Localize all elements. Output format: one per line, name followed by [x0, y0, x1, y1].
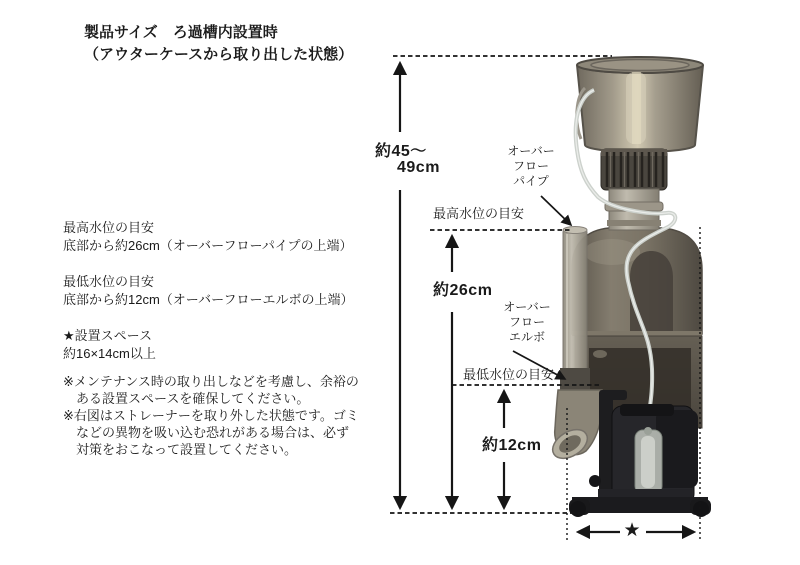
caution-line: 対策をおこなって設置してください。 — [76, 442, 298, 457]
overflow-elbow — [548, 390, 603, 464]
note-min-water — [63, 273, 354, 309]
title-line-2: （アウターケースから取り出した状態） — [84, 46, 354, 63]
caution-line: ※右図はストレーナーを取り外した状態です。ゴミ — [63, 408, 359, 423]
caution-line: などの異物を吸い込む恐れがある場合は、必ず — [76, 425, 350, 440]
caution-notes — [63, 373, 359, 458]
dim-min-level-height: 約12cm — [482, 437, 542, 454]
note-install-space-heading: ★設置スペース — [63, 328, 153, 343]
note-install-space — [63, 327, 156, 363]
min-level-line-label: 最低水位の目安 — [463, 367, 555, 382]
skimmer-photo — [548, 57, 711, 517]
overflow-pipe — [560, 227, 590, 393]
ribbed-collar — [601, 149, 667, 190]
base-stand — [569, 489, 711, 517]
collection-cup — [577, 57, 703, 152]
note-install-space-body: 約16×14cm以上 — [63, 346, 156, 361]
page-title — [84, 22, 353, 66]
note-max-water-heading: 最高水位の目安 — [63, 220, 155, 235]
dim-total-height-line2: 49cm — [397, 159, 440, 176]
note-max-water — [63, 219, 352, 255]
max-level-line-label: 最高水位の目安 — [433, 206, 525, 221]
caution-line: ある設置スペースを確保してください。 — [76, 391, 310, 406]
overflow-elbow-label: オーバー フロー エルボ — [503, 300, 551, 344]
width-star-mark: ★ — [623, 520, 641, 541]
dim-total-height-line1: 約45〜 — [375, 143, 427, 160]
title-line-1: 製品サイズ ろ過槽内設置時 — [84, 24, 278, 41]
note-min-water-body: 底部から約12cm（オーバーフローエルボの上端） — [63, 292, 354, 307]
overflow-pipe-label: オーバー フロー パイプ — [507, 144, 555, 188]
note-min-water-heading: 最低水位の目安 — [63, 274, 155, 289]
leader-arrow-pipe — [541, 196, 571, 225]
note-max-water-body: 底部から約26cm（オーバーフローパイプの上端） — [63, 238, 353, 253]
dim-max-level-height: 約26cm — [433, 282, 493, 299]
caution-line: ※メンテナンス時の取り出しなどを考慮し、余裕の — [63, 374, 359, 389]
